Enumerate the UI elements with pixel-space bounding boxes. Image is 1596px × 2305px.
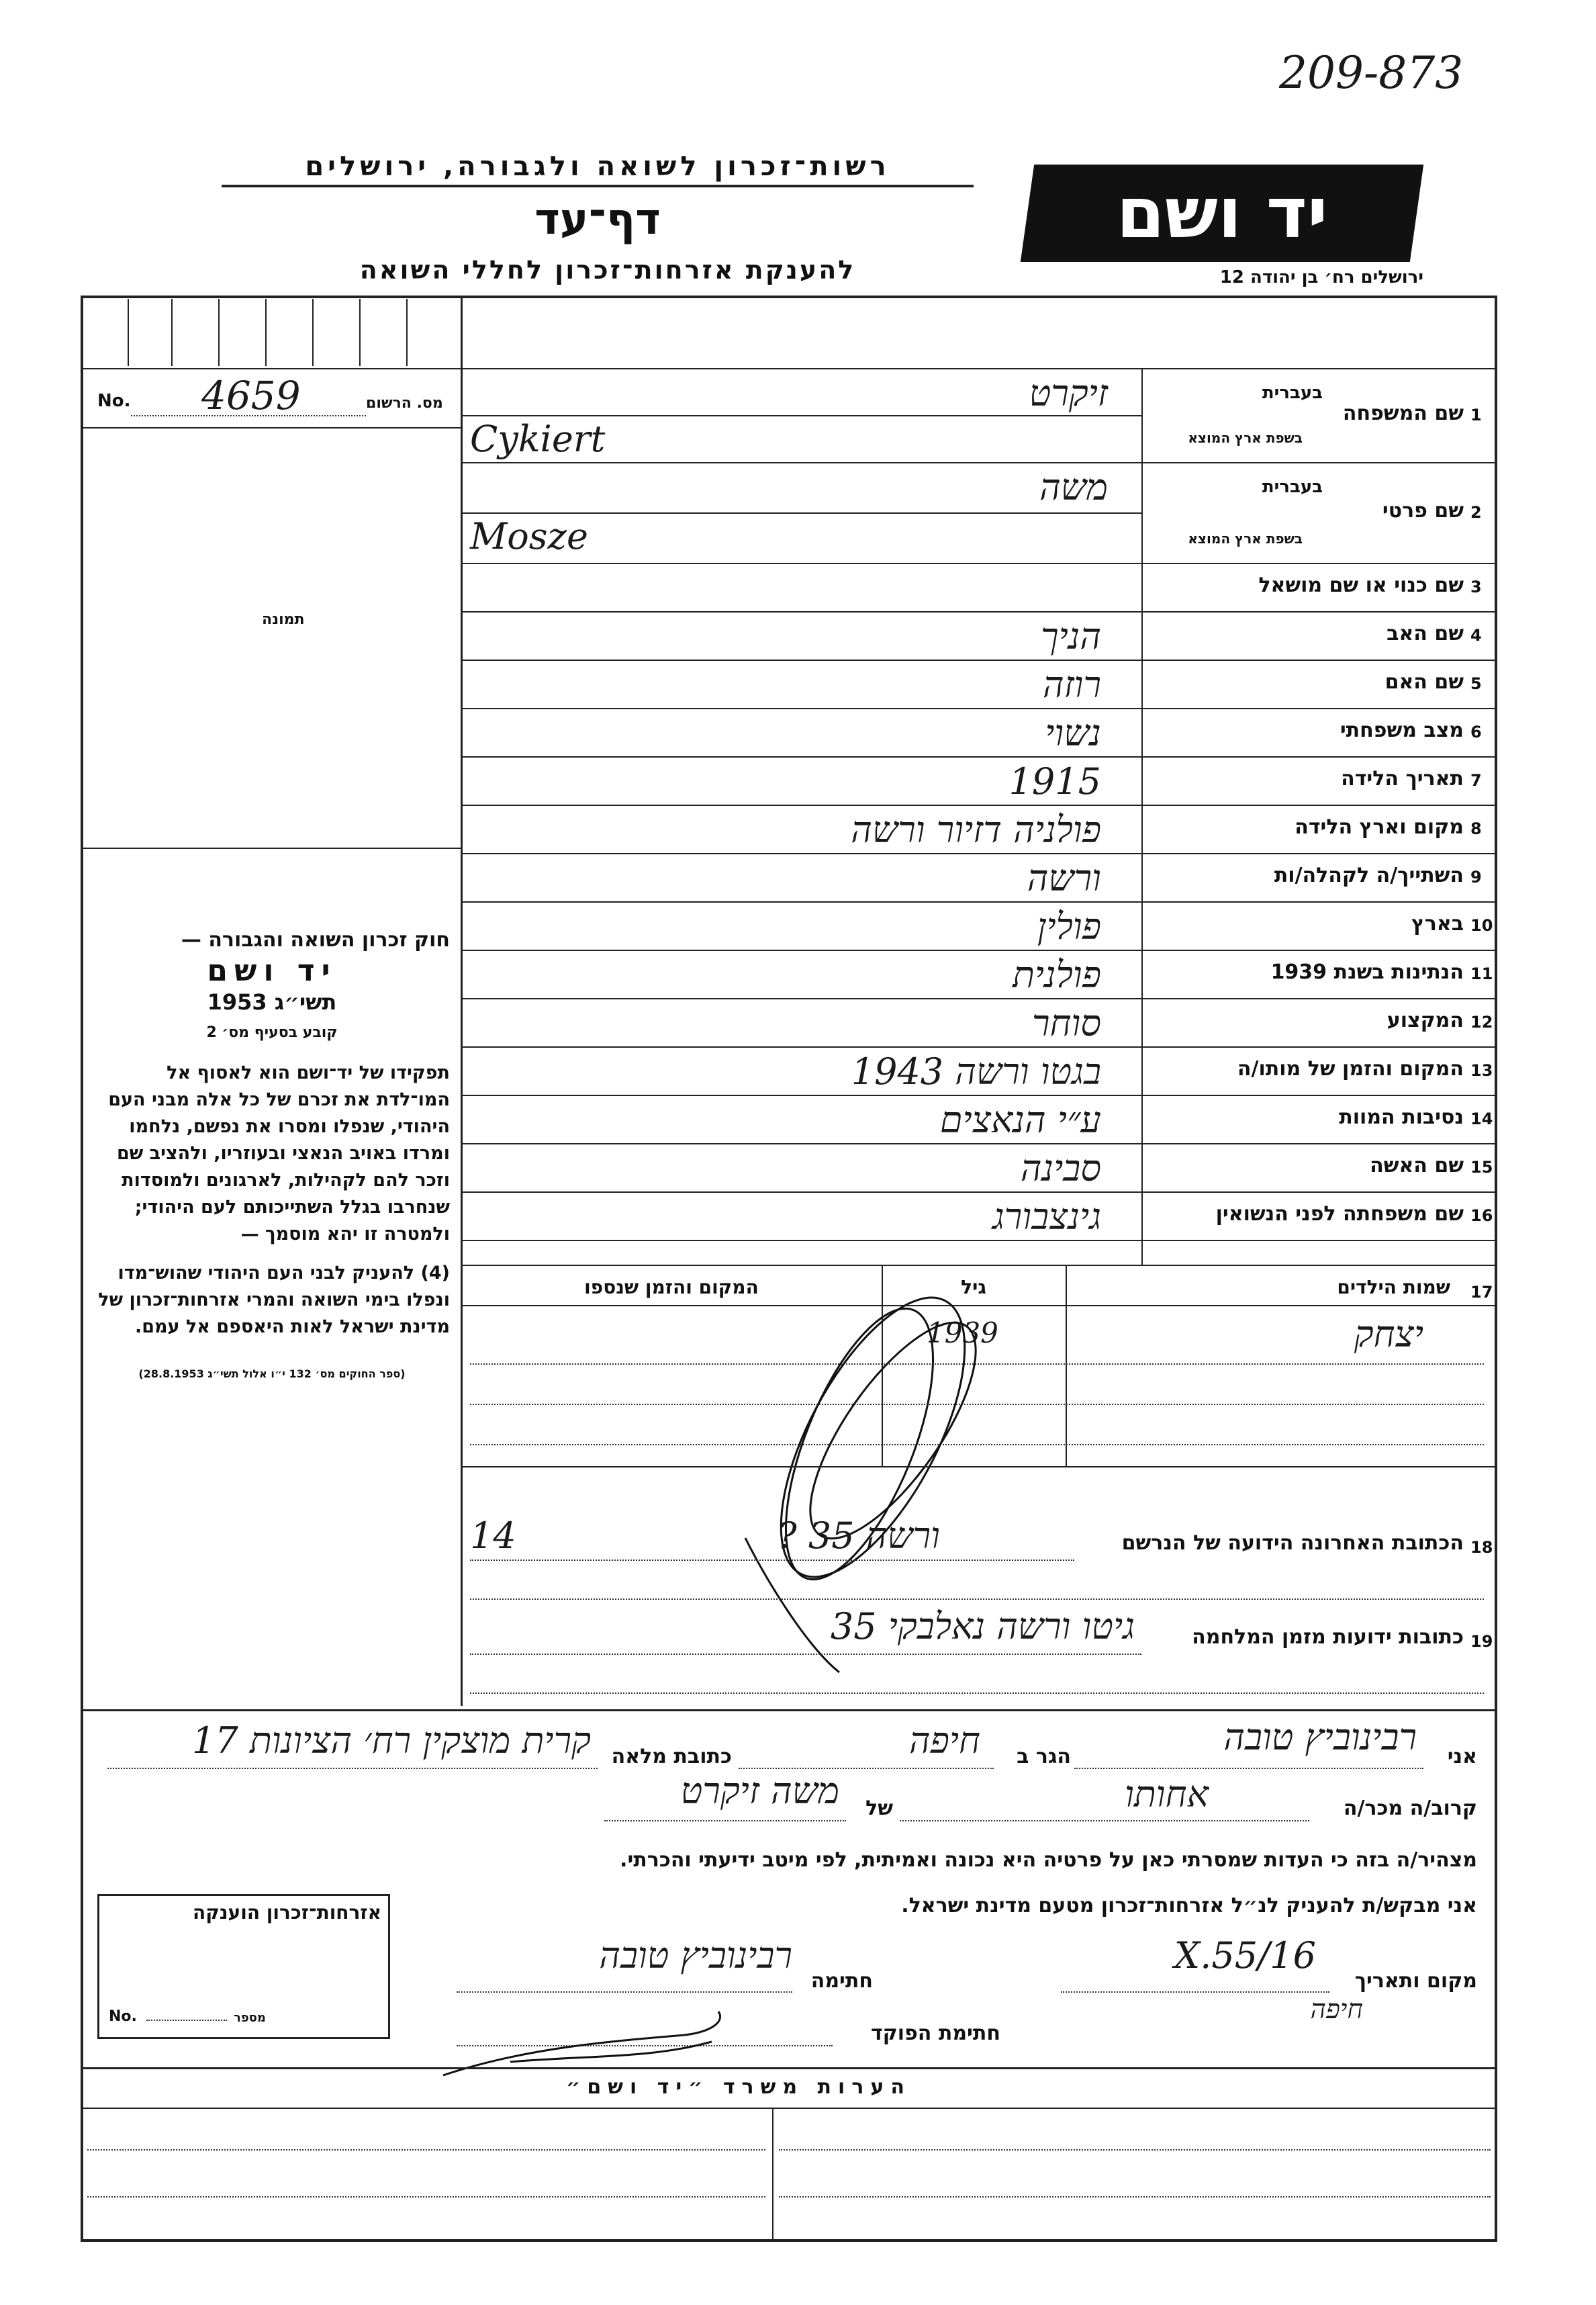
field-4-number: 4 <box>1470 626 1482 645</box>
war-address-value: גיטו ורשה נאלבקי 35 <box>830 1605 1135 1647</box>
children-age-header: גיל <box>961 1276 986 1298</box>
field-3-label: שם כנוי או שם מושאל <box>1258 574 1464 597</box>
field-13-number: 13 <box>1470 1061 1493 1080</box>
law-name: יד ושם <box>207 954 337 988</box>
field-12-value: סוחר <box>1031 1002 1101 1044</box>
full-address-label: כתובת מלאה <box>611 1745 732 1768</box>
field-7-value: 1915 <box>1008 760 1101 803</box>
field-row-line <box>461 998 1497 999</box>
header-title: דף־עד <box>534 195 661 244</box>
field-11-label: הנתינות בשנת 1939 <box>1270 960 1464 984</box>
field-9-value: ורשה <box>1027 857 1101 899</box>
law-section: קובע בסעיף מס׳ 2 <box>206 1024 338 1041</box>
declarant-relation: אחותו <box>1125 1773 1209 1815</box>
children-names-header: שמות הילדים <box>1337 1276 1450 1298</box>
header-authority: רשות־זכרון לשואה ולגבורה, ירושלים <box>222 151 974 187</box>
grant-box <box>97 1894 390 2039</box>
field-15-value: סבינה <box>1020 1147 1101 1189</box>
grant-box-no-label: No. <box>109 2008 137 2025</box>
law-paragraph-1: תפקידו של יד־ושם הוא לאסוף אל המו־לדת את זכרם של כל אלה מבני העם היהודי, שנפלו ומסרו את נפשם, נלחמו ומרדו באויב הנאצי ובעוזריו, ולהציב שם וזכר להם לקהילות, לארגונים ולמוסדות שנחרבו בגלל השתייכותם לעם היהודי; ולמטרה זו יהא מוסמך — <box>108 1063 450 1245</box>
field-row-line <box>461 1191 1497 1193</box>
field-9-label: השתייך/ה לקהלה/ות <box>1274 864 1464 887</box>
yad-vashem-logo <box>1021 165 1423 262</box>
field-1-hebrew-tag: בעברית <box>1262 383 1323 403</box>
children-place-header: המקום והזמן שנספו <box>584 1276 759 1298</box>
reference-number: 209-873 <box>1279 47 1464 99</box>
field-9-number: 9 <box>1470 868 1482 887</box>
photo-label: תמונה <box>262 611 305 628</box>
field-15-number: 15 <box>1470 1158 1493 1177</box>
law-block <box>94 927 450 1392</box>
field-2-origin-tag: בשפת ארץ המוצא <box>1188 531 1303 547</box>
field-1-label: שם המשפחה <box>1342 402 1464 425</box>
war-address-label: כתובות ידועות מזמן המלחמה <box>1192 1625 1464 1649</box>
field-8-number: 8 <box>1470 819 1482 838</box>
of-name: משה זיקרט <box>680 1770 839 1812</box>
field-4-value: הניך <box>1041 615 1101 658</box>
child-age: 1939 <box>927 1316 998 1349</box>
resides-label: הגר ב <box>1017 1745 1071 1768</box>
field-5-number: 5 <box>1470 674 1482 693</box>
child-name: יצחק <box>1354 1313 1423 1355</box>
field-row-line <box>461 611 1497 613</box>
field-1-origin-tag: בשפת ארץ המוצא <box>1188 430 1303 446</box>
field-11-number: 11 <box>1470 964 1493 983</box>
field-6-label: מצב משפחתי <box>1340 719 1464 742</box>
officer-signature-label: חתימת הפוקד <box>871 2022 1000 2045</box>
field-1-number: 1 <box>1470 406 1482 424</box>
declarant-name: רבינוביץ טובה <box>1223 1716 1417 1758</box>
field-row-line <box>461 853 1497 854</box>
relation-label: קרוב/ה מכר/ה <box>1343 1797 1477 1820</box>
header-subtitle: להענקת אזרחות־זכרון לחללי השואה <box>359 255 856 285</box>
request-text: אני מבקש/ת להעניק לנ״ל אזרחות־זכרון מטעם מדינת ישראל. <box>901 1894 1477 1917</box>
field-6-value: נשוי <box>1045 712 1101 754</box>
cross-out-scribble <box>671 1296 1047 1713</box>
field-14-value: ע״י הנאצים <box>939 1099 1101 1141</box>
field-16-value: גינצבורג <box>992 1195 1101 1238</box>
law-year: תשי״ג 1953 <box>207 989 337 1015</box>
field-row-line <box>461 756 1497 758</box>
field-8-label: מקום וארץ הלידה <box>1295 815 1464 839</box>
field-2-hebrew-tag: בעברית <box>1262 477 1323 497</box>
field-5-label: שם האם <box>1384 670 1464 694</box>
field-row-divider <box>461 415 1141 416</box>
field-14-number: 14 <box>1470 1110 1493 1128</box>
field-18-number: 18 <box>1470 1538 1493 1557</box>
field-11-value: פולנית <box>1012 954 1101 996</box>
office-notes-label: הערות משרד ״יד ושם״ <box>566 2075 911 2099</box>
field-2-number: 2 <box>1470 503 1482 522</box>
last-address-value: ורשה 35 ? <box>777 1515 940 1557</box>
registration-number: 4659 <box>201 373 301 418</box>
field-17-number: 17 <box>1470 1283 1493 1302</box>
declaration-text: מצהיר/ה בזה כי העדות שמסרתי כאן על פרטיה היא נכונה ואמיתית, לפי מיטב ידיעתי והכרתי. <box>620 1848 1477 1872</box>
field-6-number: 6 <box>1470 723 1482 741</box>
field-row-divider <box>461 512 1141 514</box>
field-row-line <box>461 901 1497 903</box>
last-address-label: הכתובת האחרונה הידועה של הנרשם <box>1121 1531 1464 1555</box>
place-date-label: מקום ותאריך <box>1354 1969 1477 1993</box>
field-5-value: רוזה <box>1042 664 1101 706</box>
declarant-full-address: קרית מוצקין רח׳ הציונות 17 <box>191 1719 591 1762</box>
field-row-line <box>461 1095 1497 1096</box>
field-row-line <box>461 950 1497 951</box>
field-16-label: שם משפחתה לפני הנשואין <box>1215 1202 1464 1226</box>
registration-no-label: No. <box>97 391 131 411</box>
declarant-ani-label: אני <box>1447 1745 1477 1768</box>
declarant-city: חיפה <box>908 1719 980 1762</box>
field-1-origin-value: Cykiert <box>470 418 606 460</box>
of-label: של <box>865 1797 893 1820</box>
field-4-label: שם האב <box>1387 622 1464 645</box>
declarant-signature: רבינוביץ טובה <box>599 1934 792 1977</box>
field-13-value: בגטו ורשה 1943 <box>851 1050 1101 1093</box>
field-row-line <box>461 805 1497 806</box>
field-row-line <box>461 563 1497 564</box>
law-title: חוק זכרון השואה והגבורה — <box>181 928 450 952</box>
header-address: ירושלים רח׳ בן יהודה 12 <box>1219 267 1423 287</box>
field-2-origin-value: Mosze <box>470 515 588 557</box>
law-paragraph-2: (4) להעניק לבני העם היהודי שהוש־מדו ונפלו בימי השואה והמרי אזרחות־זכרון של מדינת ישראל לאות היאספם אל עמם. <box>98 1263 450 1337</box>
field-8-value: פולניה דזיור ורשה <box>851 809 1101 851</box>
field-row-line <box>461 462 1497 463</box>
field-10-number: 10 <box>1470 916 1493 935</box>
field-3-number: 3 <box>1470 578 1482 596</box>
law-footnote: (ספר החוקים מס׳ 132 י״ו אלול תשי״ג 28.8.1953) <box>138 1367 406 1380</box>
field-2-hebrew-value: משה <box>1039 466 1108 508</box>
declaration-place: חיפה <box>1310 1994 1363 2025</box>
field-1-hebrew-value: זיקרט <box>1029 372 1108 414</box>
field-16-number: 16 <box>1470 1206 1493 1225</box>
field-13-label: המקום והזמן של מותו/ה <box>1237 1057 1464 1081</box>
field-row-line <box>461 1046 1497 1048</box>
field-10-label: בארץ <box>1411 912 1464 936</box>
registration-label: מס. הרשום <box>366 395 443 412</box>
field-19-number: 19 <box>1470 1632 1493 1651</box>
field-14-label: נסיבות המוות <box>1339 1105 1464 1129</box>
field-2-label: שם פרטי <box>1382 499 1464 523</box>
field-12-label: המקצוע <box>1387 1009 1464 1032</box>
last-address-street-number: 14 <box>470 1515 516 1557</box>
field-row-line <box>461 660 1497 661</box>
field-row-line <box>461 1143 1497 1144</box>
declaration-date: 16/X.55 <box>1174 1934 1316 1977</box>
field-15-label: שם האשה <box>1370 1154 1464 1177</box>
field-7-label: תאריך הלידה <box>1341 767 1464 790</box>
field-row-line <box>461 708 1497 709</box>
field-7-number: 7 <box>1470 771 1482 790</box>
signature-label: חתימה <box>810 1969 873 1993</box>
field-12-number: 12 <box>1470 1013 1493 1032</box>
grant-box-title: אזרחות־זכרון הוענקה <box>193 1901 381 1924</box>
field-row-line <box>461 1240 1497 1241</box>
field-10-value: פולין <box>1037 905 1101 948</box>
grant-box-number-label: מספר <box>234 2011 266 2025</box>
logo-text: יד ושם <box>1116 172 1328 254</box>
